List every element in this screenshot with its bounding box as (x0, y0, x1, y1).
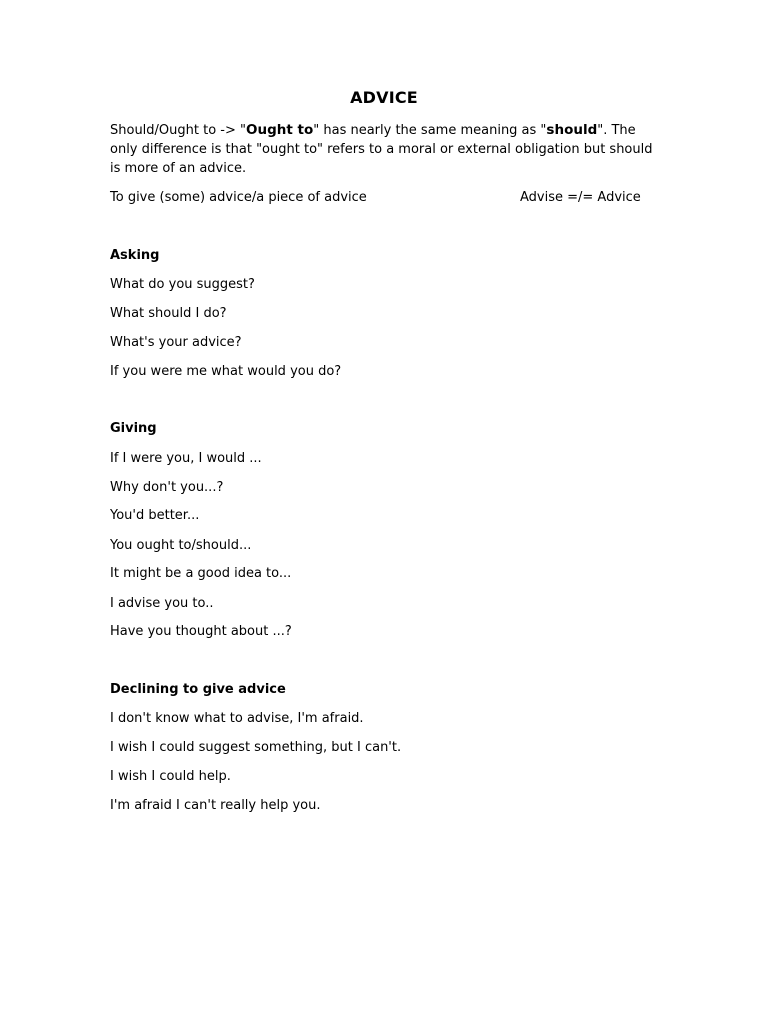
list-item: What's your advice? (110, 335, 242, 350)
intro-bold-ought-to: Ought to (246, 122, 314, 138)
intro-paragraph (110, 121, 666, 178)
list-item: You ought to/should... (110, 538, 252, 553)
list-item: Why don't you...? (110, 480, 224, 495)
section-heading-asking: Asking (110, 248, 160, 263)
list-item: What do you suggest? (110, 277, 255, 292)
page-title: ADVICE (350, 88, 418, 107)
list-item: I wish I could suggest something, but I can't. (110, 740, 402, 755)
list-item: I'm afraid I can't really help you. (110, 798, 321, 813)
list-item: It might be a good idea to... (110, 566, 292, 581)
intro-text-3: ". The only difference is that "ought to" refers to a moral or external obligation but should is more of an advice. (110, 123, 653, 176)
list-item: I don't know what to advise, I'm afraid. (110, 711, 364, 726)
list-item: I advise you to.. (110, 596, 214, 611)
intro-text-1: Should/Ought to -> " (110, 123, 246, 138)
advise-vs-advice: Advise =/= Advice (520, 190, 641, 205)
intro-text-2: " has nearly the same meaning as " (313, 123, 547, 138)
list-item: You'd better... (110, 508, 200, 523)
list-item: If I were you, I would ... (110, 451, 262, 466)
list-item: Have you thought about ...? (110, 624, 292, 639)
give-advice-line: To give (some) advice/a piece of advice (110, 190, 367, 205)
list-item: What should I do? (110, 306, 227, 321)
intro-bold-should: should (546, 122, 598, 138)
section-heading-declining: Declining to give advice (110, 682, 286, 697)
list-item: I wish I could help. (110, 769, 231, 784)
section-heading-giving: Giving (110, 421, 157, 436)
list-item: If you were me what would you do? (110, 364, 342, 379)
